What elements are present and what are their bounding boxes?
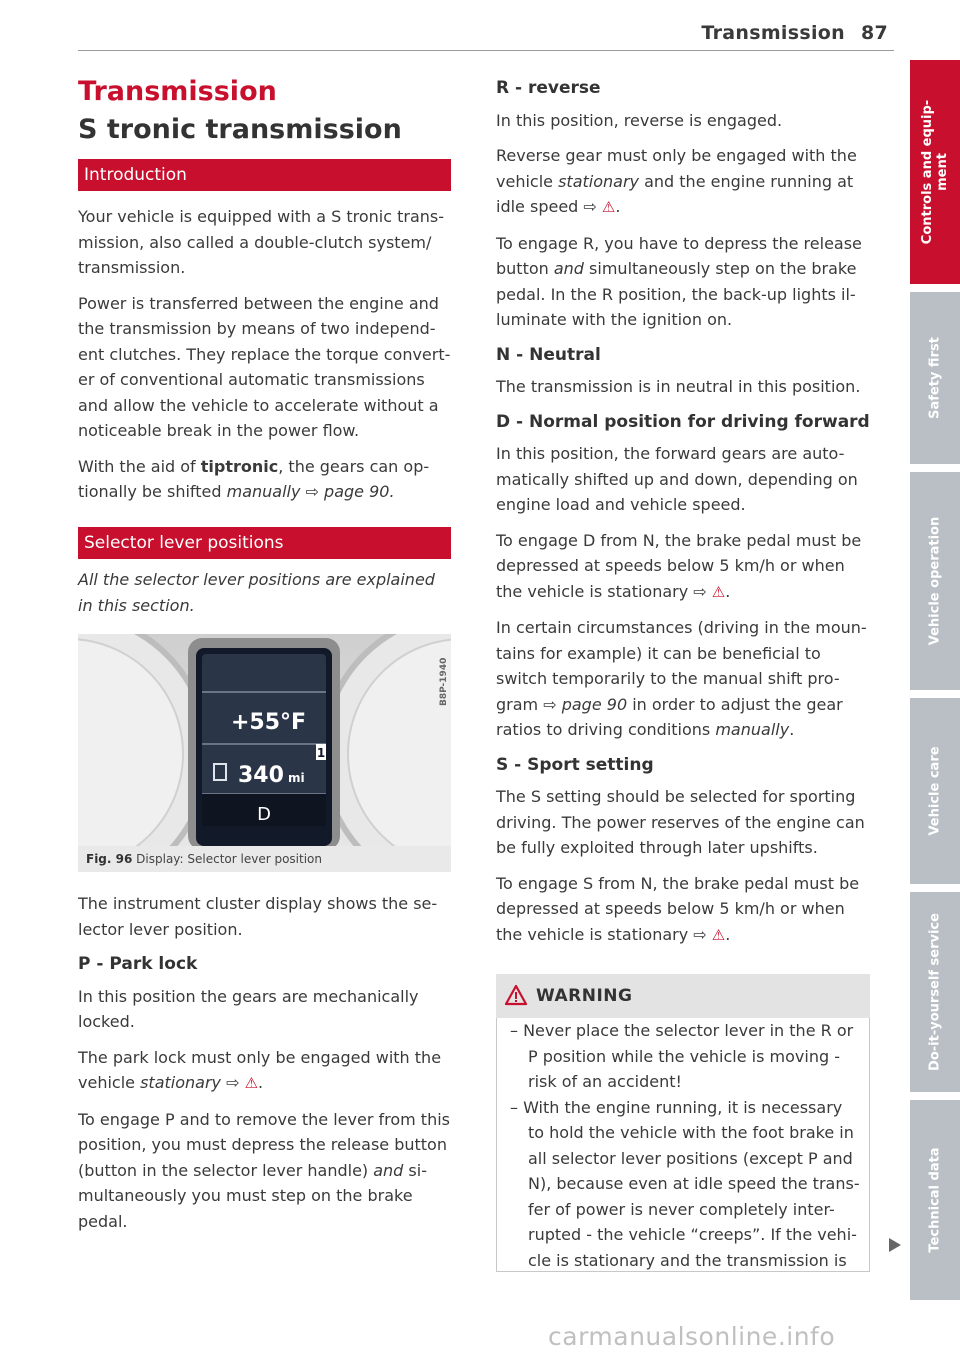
text-run: To engage P and to remove the lever from this position, you must depress the release button (button in the selector lever handle) <box>78 1109 450 1180</box>
text-run: stationary <box>140 1073 221 1092</box>
sport-paragraph-2: To engage S from N, the brake pedal must be depressed at speeds below 5 km/h or when the vehicle is stationary ⇨ ⚠. <box>496 871 870 949</box>
drive-heading: D - Normal position for driving forward <box>496 411 870 432</box>
tab-label: Vehicle operation <box>927 516 943 646</box>
page-90-link[interactable]: ⇨ page 90 <box>543 694 628 714</box>
text-run: simultaneously step on the brake pedal. In the R position, the back-up lights il- luminate with the ignition on. <box>496 259 857 329</box>
warning-header <box>496 974 870 1018</box>
outside-temperature: +55°F <box>231 710 307 735</box>
selector-intro-text: All the selector lever positions are explained in this section. <box>78 570 435 615</box>
page-number: 87 <box>860 22 888 44</box>
page-90-link[interactable]: ⇨ page 90. <box>300 482 395 501</box>
sport-paragraph-1: The S setting should be selected for sporting driving. The power reserves of the engine can be fully exploited through later upshifts. <box>496 787 865 857</box>
text-run: In certain circumstances (driving in the moun- tains for example) it can be beneficial to switch temporarily to the manual shift pro- gram <box>496 618 867 714</box>
figure-caption <box>78 846 451 872</box>
text-run: Reverse gear must only be engaged with the vehicle <box>496 146 857 191</box>
reverse-paragraph-2: Reverse gear must only be engaged with the vehicle stationary and the engine running at idle speed ⇨ ⚠. <box>496 143 870 221</box>
range-value: 340 <box>238 763 284 788</box>
tab-label: Technical data <box>927 1147 943 1253</box>
tab-technical-data[interactable] <box>910 1100 960 1300</box>
intro-paragraph-1: Your vehicle is equipped with a S tronic trans- mission, also called a double-clutch system/ transmission. <box>78 207 444 277</box>
right-column <box>496 70 870 958</box>
park-paragraph-3 <box>78 1107 451 1235</box>
park-section <box>78 891 451 1244</box>
figure-number: Fig. 96 <box>86 852 133 866</box>
intro-text-block <box>78 204 451 515</box>
tab-vehicle-operation[interactable] <box>910 472 960 690</box>
tab-label: Safety first <box>927 337 943 419</box>
text-run: With the aid of <box>78 456 201 476</box>
text-run: To engage R, you have to depress the release button <box>496 233 862 278</box>
drive-paragraph-2: To engage D from N, the brake pedal must be depressed at speeds below 5 km/h or when the vehicle is stationary ⇨ ⚠. <box>496 528 870 606</box>
text-run: manually <box>226 482 301 501</box>
text-run: in order to adjust the gear ratios to driving conditions <box>496 694 843 739</box>
tab-safety-first[interactable] <box>910 292 960 464</box>
reverse-paragraph-3 <box>496 231 870 333</box>
drive-paragraph-1: In this position, the forward gears are auto- matically shifted up and down, depending on engine load and vehicle speed. <box>496 444 858 514</box>
text-run: . <box>789 720 795 739</box>
warning-triangle-icon: ⚠ <box>711 582 726 601</box>
neutral-paragraph: The transmission is in neutral in this position. <box>496 377 861 396</box>
tab-controls-and-equipment[interactable] <box>910 60 960 284</box>
section-title: S tronic transmission <box>78 114 402 145</box>
text-run: and <box>553 259 584 278</box>
tab-vehicle-care[interactable] <box>910 698 960 884</box>
tab-label: Do-it-yourself service <box>927 913 943 1071</box>
chapter-title: Transmission <box>78 76 277 107</box>
text-run: The park lock must only be engaged with the vehicle <box>78 1047 442 1092</box>
park-lock-heading: P - Park lock <box>78 954 198 974</box>
header-section: Transmission <box>701 22 845 44</box>
text-run: ⇨ <box>221 1073 245 1092</box>
sport-heading: S - Sport setting <box>496 754 654 775</box>
text-run: si- multaneously you must step on the brake pedal. <box>78 1160 427 1231</box>
reverse-paragraph-1: In this position, reverse is engaged. <box>496 110 783 130</box>
intro-paragraph-3 <box>78 454 451 505</box>
introduction-heading-bar: Introduction <box>78 159 451 191</box>
warning-triangle-icon: ⚠ <box>711 925 726 944</box>
tiptronic-term: tiptronic <box>200 456 279 476</box>
warning-list <box>510 1018 860 1273</box>
figure-caption-text: Display: Selector lever position <box>136 852 322 866</box>
text-run: manually <box>715 720 790 739</box>
watermark: carmanualsonline.info <box>548 1322 836 1351</box>
range-unit: mi <box>288 771 305 785</box>
park-paragraph-2: The park lock must only be engaged with the vehicle stationary ⇨ ⚠. <box>78 1045 451 1097</box>
text-run: To engage S from N, the brake pedal must be depressed at speeds below 5 km/h or when the vehicle is stationary ⇨ <box>496 873 860 944</box>
cluster-description: The instrument cluster display shows the se- lector lever position. <box>78 894 438 939</box>
park-paragraph-1: In this position the gears are mechanically locked. <box>78 986 419 1031</box>
warning-triangle-icon <box>504 984 528 1006</box>
warning-triangle-icon: ⚠ <box>601 198 616 216</box>
reverse-heading: R - reverse <box>496 78 601 98</box>
header-rule <box>78 50 894 51</box>
text-run: , the gears can op- tionally be shifted <box>78 456 430 501</box>
warning-item-1: – Never place the selector lever in the R or P position while the vehicle is moving - risk of an accident! <box>510 1021 854 1091</box>
gear-number: 1 <box>316 746 326 760</box>
selector-positions-heading-bar: Selector lever positions <box>78 527 451 559</box>
continue-arrow-icon <box>889 1238 901 1252</box>
selector-position-display: D <box>257 804 271 825</box>
warning-title: WARNING <box>536 986 633 1006</box>
text-run: and <box>373 1160 404 1180</box>
cluster-illustration <box>78 634 451 846</box>
intro-paragraph-2: Power is transferred between the engine and the transmission by means of two independ- ent clutches. They replace the torque convert- er of conventional automatic transmissions and allow the vehicle to accelerate without a noticeable break in the power flow. <box>78 293 451 440</box>
tab-label: Vehicle care <box>927 746 943 836</box>
text-run: stationary <box>558 171 639 191</box>
figure-instrument-cluster <box>78 634 451 846</box>
text-run: To engage D from N, the brake pedal must be depressed at speeds below 5 km/h or when the vehicle is stationary ⇨ <box>496 530 862 601</box>
neutral-heading: N - Neutral <box>496 344 601 365</box>
drive-paragraph-3 <box>496 615 870 743</box>
tab-do-it-yourself-service[interactable] <box>910 892 960 1092</box>
text-run: and the engine running at idle speed ⇨ <box>496 171 854 216</box>
tab-label: Controls and equip- ment <box>920 99 950 245</box>
running-header <box>701 22 888 44</box>
warning-triangle-icon: ⚠ <box>244 1074 259 1092</box>
figure-code: B8P-1940 <box>439 657 449 706</box>
warning-item-2: – With the engine running, it is necessary to hold the vehicle with the foot brake in all selector lever positions (except P and N), because even at idle speed the trans- fer of power is never completely inter- rupted - the vehicle “creeps”. If the vehi- cle is stationary and the transmission is <box>510 1097 860 1270</box>
